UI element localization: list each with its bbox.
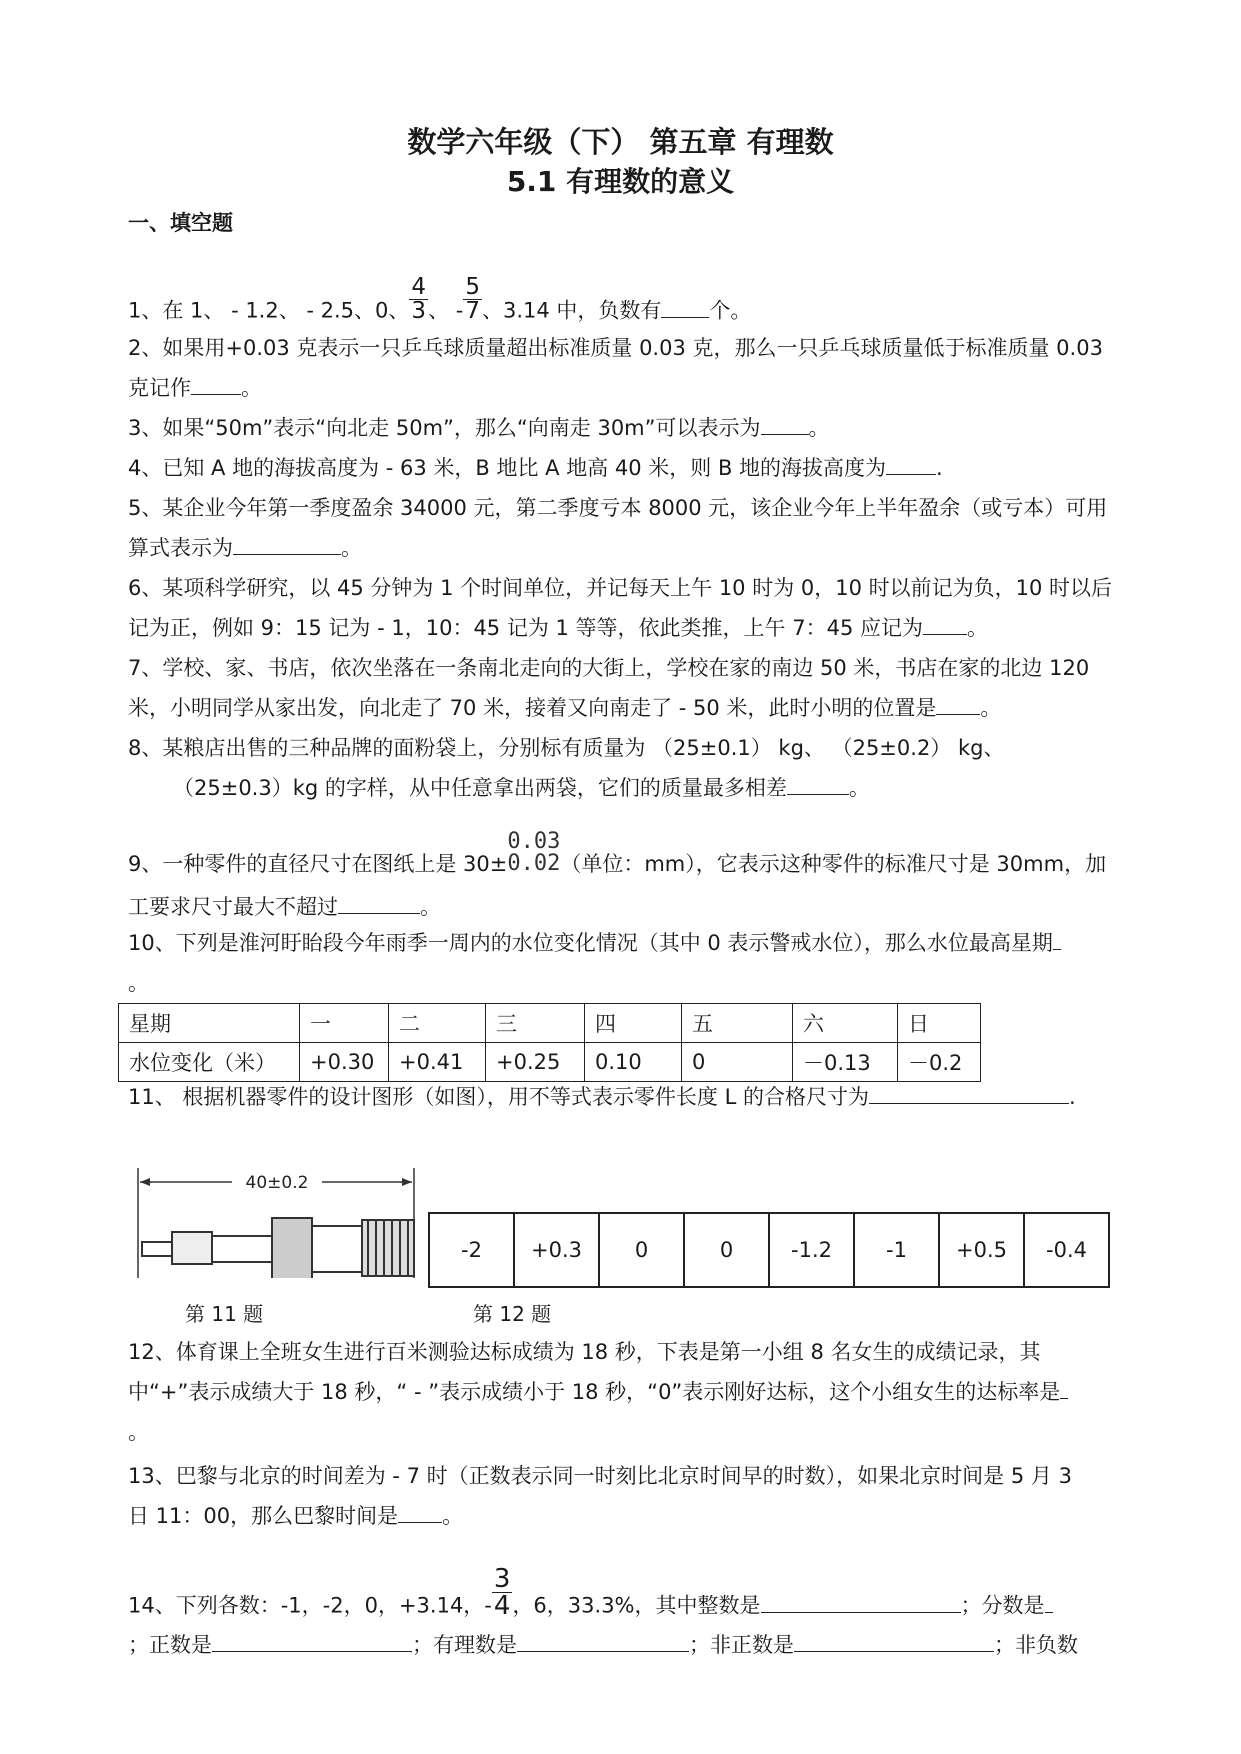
page-title: 数学六年级（下） 第五章 有理数 <box>407 125 834 159</box>
figure-12-caption: 第 12 题 <box>473 1302 552 1326</box>
answer-blank[interactable] <box>794 1650 994 1652</box>
question-12: 12、体育课上全班女生进行百米测验达标成绩为 18 秒，下表是第一小组 8 名女生的成绩记录，其 中“+”表示成绩大于 18 秒，“ - ”表示成绩小于 18 秒，“0”表示刚好达标，这个小组女生的达标率是 。 <box>128 1332 1118 1452</box>
table-row: -2 +0.3 0 0 -1.2 -1 +0.5 -0.4 <box>429 1213 1109 1287</box>
answer-blank[interactable] <box>761 1611 961 1613</box>
fraction: $\frac{4}{3}$ <box>411 274 427 324</box>
answer-blank[interactable] <box>1060 1397 1068 1399</box>
water-level-table <box>118 1003 981 1082</box>
question-11: 11、 根据机器零件的设计图形（如图），用不等式表示零件长度 L 的合格尺寸为 . <box>128 1085 1076 1109</box>
section-heading: 一、填空题 <box>128 211 233 235</box>
answer-blank[interactable] <box>398 1521 442 1523</box>
question-2: 2、如果用+0.03 克表示一只乒乓球质量超出标准质量 0.03 克，那么一只乒乓球质量低于标准质量 0.03 克记作 。 <box>128 336 1103 400</box>
question-6: 6、某项科学研究，以 45 分钟为 1 个时间单位，并记每天上午 10 时为 0，10 时以前记为负，10 时以后 记为正，例如 9：15 记为 - 1，10：45 记为 1 等等，依此类推，上午 7：45 应记为 。 <box>128 576 1113 640</box>
answer-blank[interactable] <box>191 393 241 395</box>
question-9: 9、一种零件的直径尺寸在图纸上是 30± 0.03 0.02 （单位：mm），它表示这种零件的标准尺寸是 30mm，加 工要求尺寸最大不超过 。 <box>128 829 1107 919</box>
answer-blank[interactable] <box>1053 948 1061 950</box>
question-3: 3、如果“50m”表示“向北走 50m”，那么“向南走 30m”可以表示为 。 <box>128 416 830 440</box>
answer-blank[interactable] <box>212 1650 412 1652</box>
answer-blank[interactable] <box>936 713 980 715</box>
question-10: 10、下列是淮河盱眙段今年雨季一周内的水位变化情况（其中 0 表示警戒水位），那么水位最高星期 。 <box>128 923 1118 1003</box>
answer-blank[interactable] <box>923 633 967 635</box>
machine-part-figure <box>132 1160 418 1278</box>
answer-blank[interactable] <box>233 553 341 555</box>
answer-blank[interactable] <box>787 793 849 795</box>
question-14: 14、下列各数：-1，-2，0，+3.14，- $\frac{3}{4}$ ，6，33.3%，其中整数是 ；分数是 ；正数是 ；有理数是 ；非正数是 ；非负数 <box>128 1564 1078 1657</box>
figure-11-caption: 第 11 题 <box>185 1302 264 1326</box>
answer-blank[interactable] <box>661 316 709 318</box>
tolerance-stack: 0.03 0.02 <box>507 829 561 876</box>
answer-blank[interactable] <box>338 912 420 914</box>
answer-blank[interactable] <box>869 1102 1069 1104</box>
answer-blank[interactable] <box>517 1650 689 1652</box>
fraction: $\frac{3}{4}$ <box>493 1564 511 1621</box>
question-1: 1、在 1、 - 1.2、 - 2.5、0、 $\frac{4}{3}$ 、 - $\frac{5}{7}$ 、3.14 中，负数有 个。 <box>128 274 752 324</box>
answer-blank[interactable] <box>1045 1611 1053 1613</box>
score-table <box>428 1212 1110 1288</box>
question-8: 8、某粮店出售的三种品牌的面粉袋上，分别标有质量为 （25±0.1） kg、 （25±0.2） kg、 （25±0.3）kg 的字样，从中任意拿出两袋，它们的质量最多相差 。 <box>128 736 1005 800</box>
table-row: 星期 一 二 三 四 五 六 日 <box>119 1004 981 1043</box>
question-5: 5、某企业今年第一季度盈余 34000 元，第二季度亏本 8000 元，该企业今年上半年盈余（或亏本）可用 算式表示为 。 <box>128 496 1108 560</box>
dimension-label: 40±0.2 <box>245 1173 309 1193</box>
table-row: 水位变化（米） +0.30 +0.41 +0.25 0.10 0 －0.13 －0.2 <box>119 1043 981 1082</box>
answer-blank[interactable] <box>886 473 936 475</box>
question-13: 13、巴黎与北京的时间差为 - 7 时（正数表示同一时刻比北京时间早的时数），如果北京时间是 5 月 3 日 11：00，那么巴黎时间是 。 <box>128 1464 1072 1528</box>
question-7: 7、学校、家、书店，依次坐落在一条南北走向的大街上，学校在家的南边 50 米，书店在家的北边 120 米，小明同学从家出发，向北走了 70 米，接着又向南走了 - 50 米，此时小明的位置是 。 <box>128 656 1090 720</box>
question-4: 4、已知 A 地的海拔高度为 - 63 米，B 地比 A 地高 40 米，则 B 地的海拔高度为 . <box>128 456 943 480</box>
fraction: $\frac{5}{7}$ <box>465 274 480 324</box>
answer-blank[interactable] <box>761 433 809 435</box>
page-subtitle: 5.1 有理数的意义 <box>506 165 735 198</box>
